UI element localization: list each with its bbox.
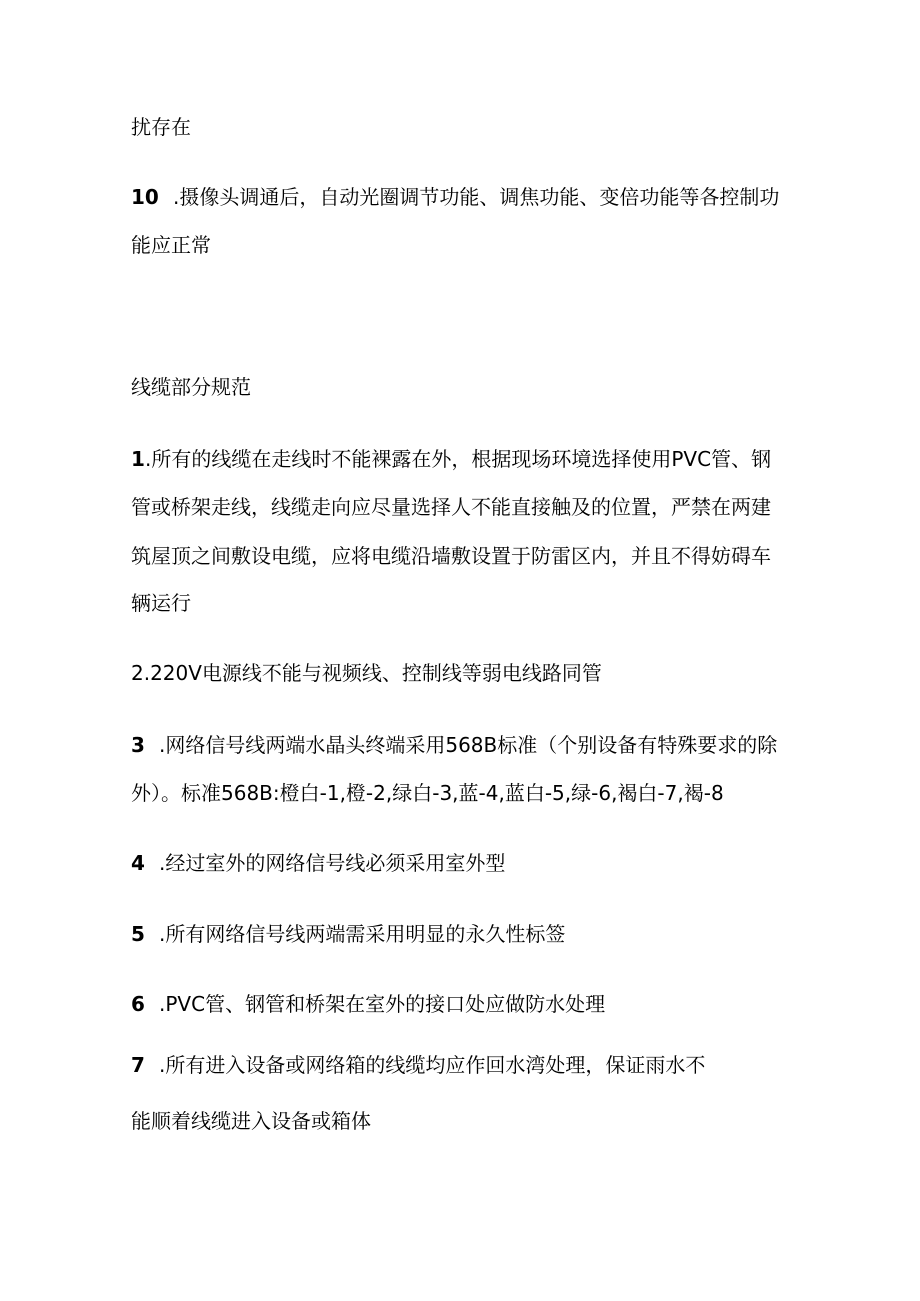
item-10-number: 10: [131, 185, 159, 209]
item-3-number: 3: [131, 733, 145, 757]
item-5-line: [131, 921, 565, 947]
item-6-number: 6: [131, 992, 145, 1016]
item-1-line-4: 辆运行: [131, 591, 191, 615]
item-10-line-1: [131, 184, 779, 210]
item-1-number: 1: [131, 447, 145, 471]
item-4-line: [131, 850, 505, 876]
item-3-line-2: 外）。标准568B:橙白-1,橙-2,绿白-3,蓝-4,蓝白-5,绿-6,褐白-7,褐-8: [131, 781, 724, 805]
item-1-line-2: 管或桥架走线，线缆走向应尽量选择人不能直接触及的位置，严禁在两建: [131, 495, 771, 519]
item-6-text: .PVC管、钢管和桥架在室外的接口处应做防水处理: [159, 992, 606, 1016]
item-3-line-1: [131, 732, 777, 758]
item-3-text-1: .网络信号线两端水晶头终端采用568B标准（个别设备有特殊要求的除: [159, 733, 778, 757]
item-5-text: .所有网络信号线两端需采用明显的永久性标签: [159, 922, 566, 946]
item-1-text-1: .所有的线缆在走线时不能裸露在外，根据现场环境选择使用PVC管、钢: [145, 447, 772, 471]
item-4-number: 4: [131, 851, 145, 875]
item-5-number: 5: [131, 922, 145, 946]
item-7-number: 7: [131, 1053, 145, 1077]
item-10-text-1: .摄像头调通后，自动光圈调节功能、调焦功能、变倍功能等各控制功: [173, 185, 780, 209]
section-title: 线缆部分规范: [131, 375, 251, 399]
item-1-line-3: 筑屋顶之间敷设电缆，应将电缆沿墙敷设置于防雷区内，并且不得妨碍车: [131, 544, 771, 568]
item-10-line-2: 能应正常: [131, 233, 211, 257]
item-4-text: .经过室外的网络信号线必须采用室外型: [159, 851, 506, 875]
item-1-line-1: [131, 446, 771, 472]
item-7-text-1: .所有进入设备或网络箱的线缆均应作回水湾处理，保证雨水不: [159, 1053, 706, 1077]
continuation-text: 扰存在: [131, 115, 191, 139]
item-6-line: [131, 991, 605, 1017]
item-7-line-1: [131, 1052, 705, 1078]
item-2-line: 2.220V电源线不能与视频线、控制线等弱电线路同管: [131, 661, 602, 685]
item-7-line-2: 能顺着线缆进入设备或箱体: [131, 1109, 371, 1133]
